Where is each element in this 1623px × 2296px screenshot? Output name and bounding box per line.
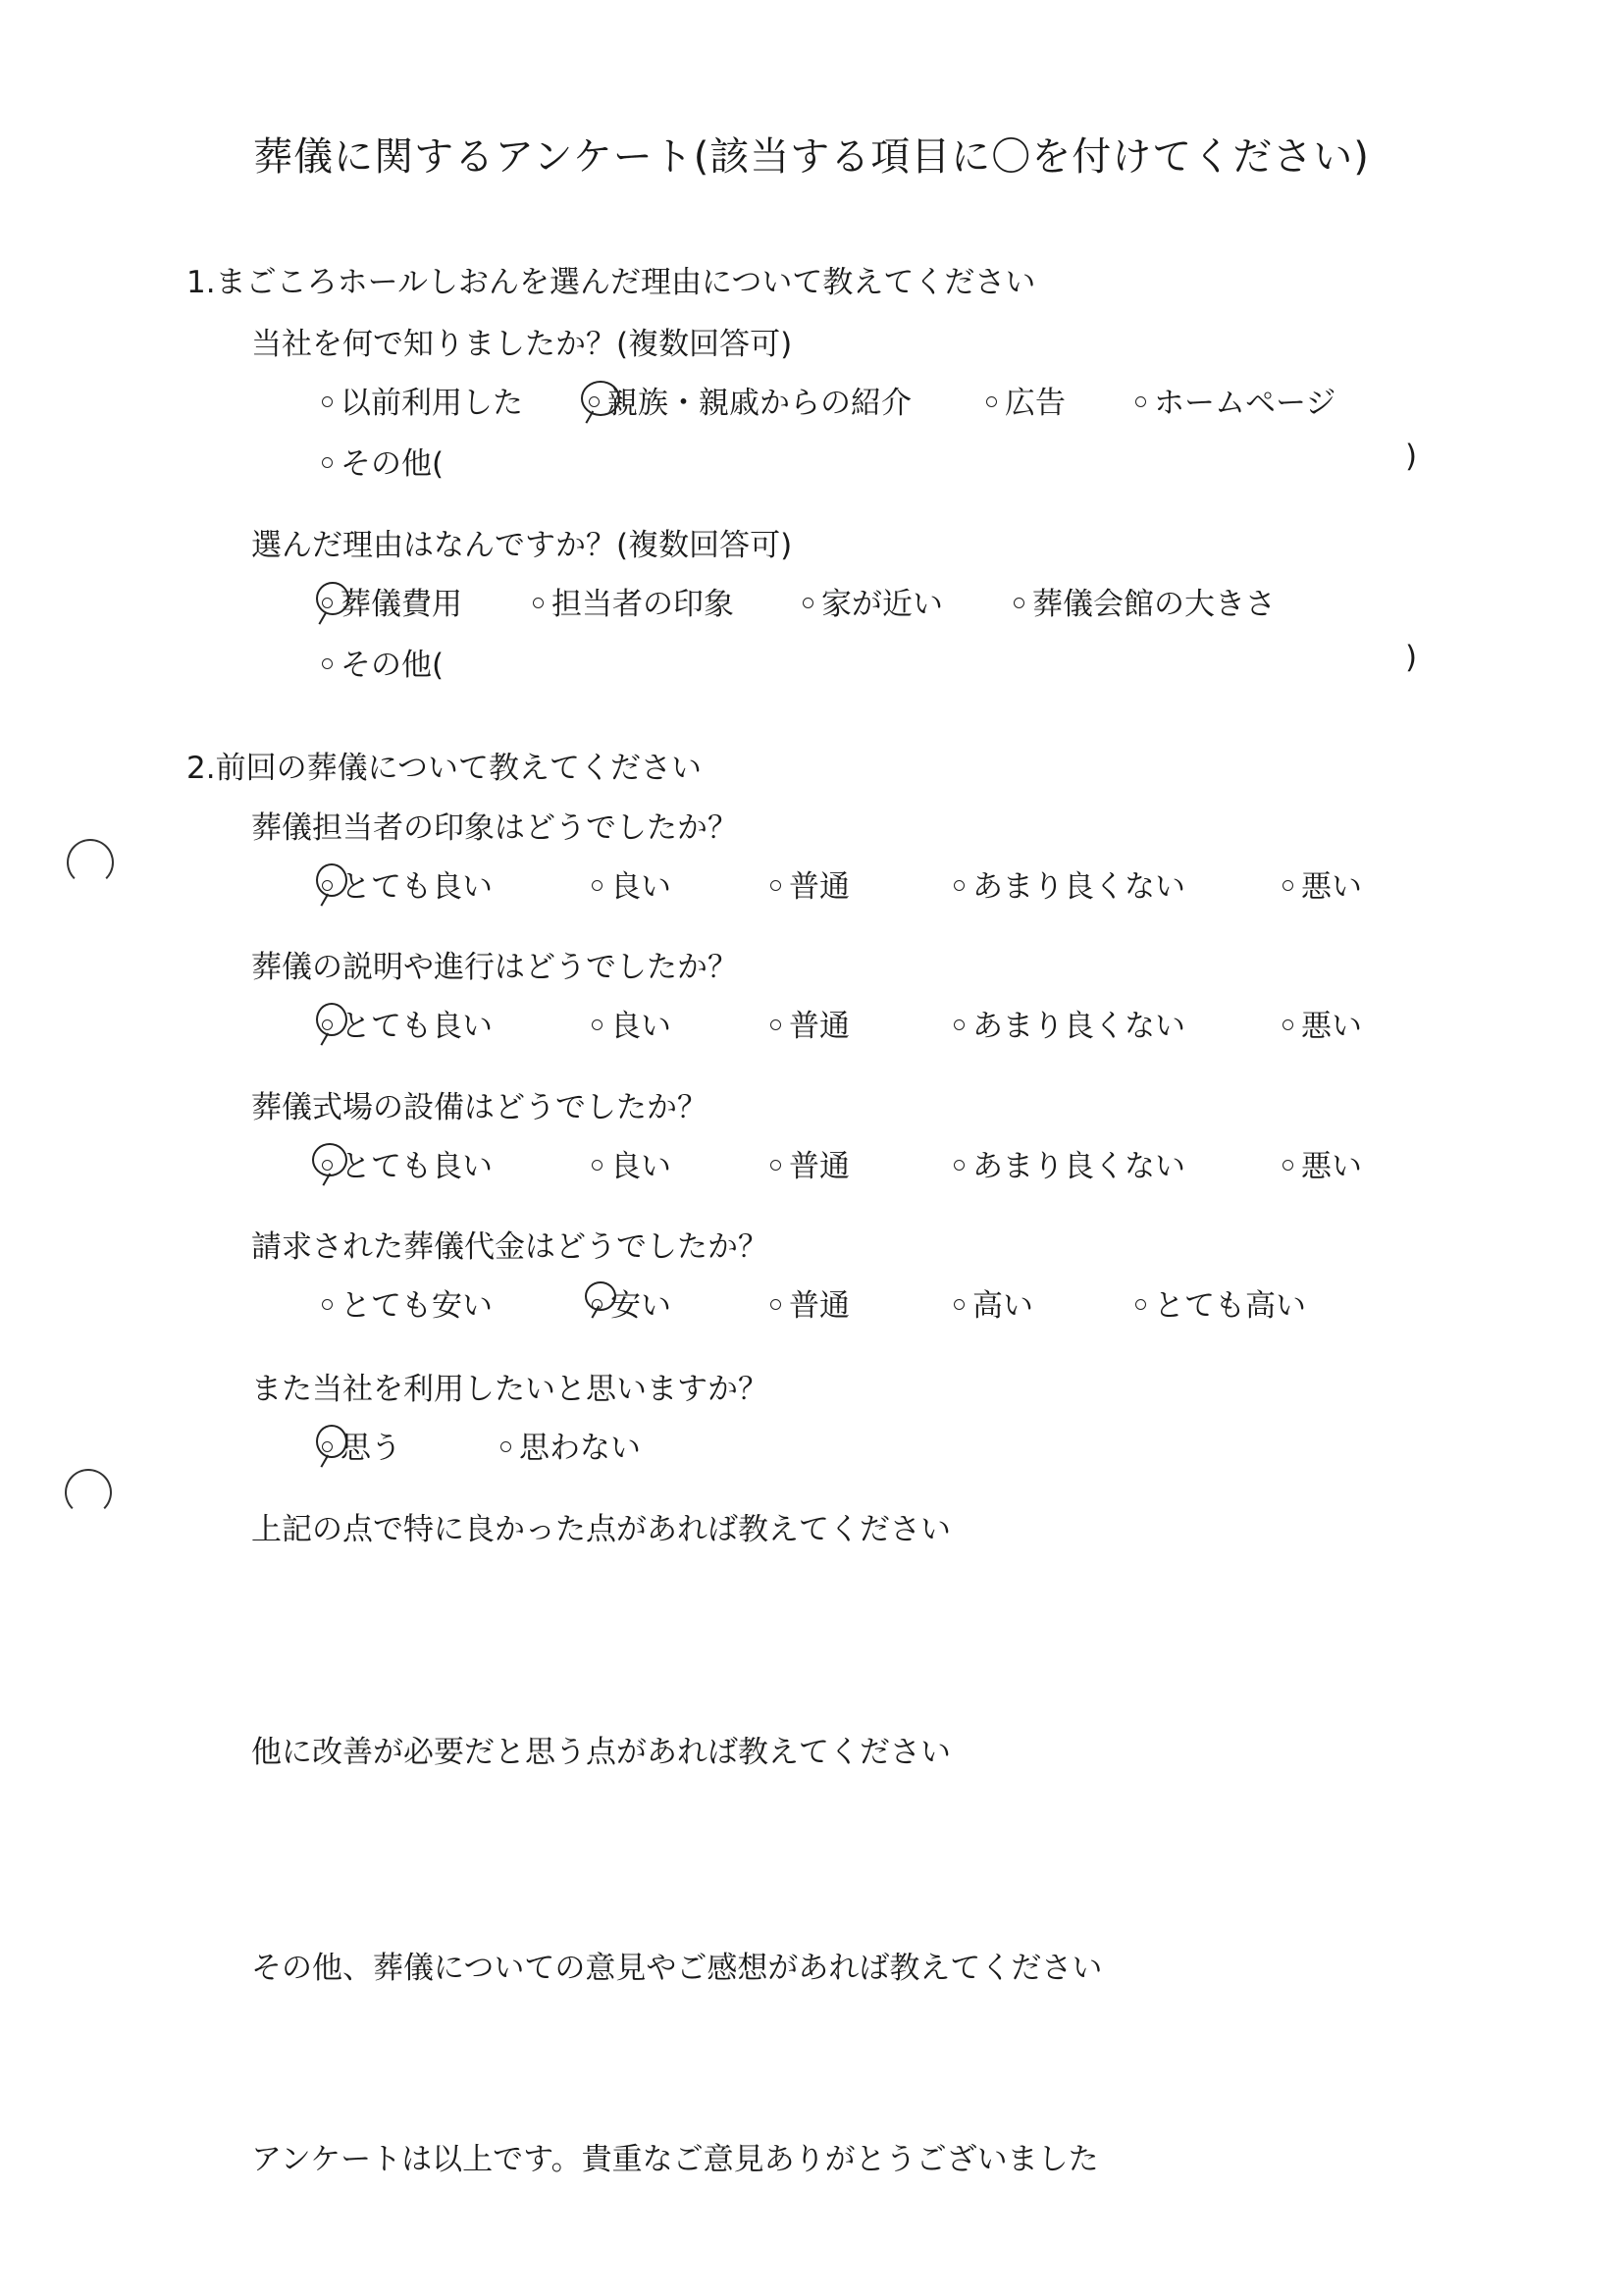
bullet-icon <box>1014 598 1024 608</box>
option-other[interactable]: その他( <box>322 640 444 684</box>
question-how-known: 当社を何で知りましたか？(複数回答可) <box>251 327 793 362</box>
option-very-good[interactable]: とても良い <box>322 1001 493 1045</box>
selection-circle-mark <box>316 582 349 615</box>
option-bad[interactable]: 悪い <box>1283 1001 1362 1045</box>
option-cheap[interactable]: 安い <box>592 1280 671 1325</box>
selection-circle-mark <box>316 1425 347 1458</box>
bullet-icon <box>322 457 333 468</box>
bullet-icon <box>533 598 544 608</box>
selection-circle-mark <box>316 1003 347 1036</box>
bullet-icon <box>592 1019 602 1030</box>
option-average[interactable]: 普通 <box>770 1141 850 1185</box>
option-very-expensive[interactable]: とても高い <box>1135 1280 1306 1325</box>
question-reason: 選んだ理由はなんですか？(複数回答可) <box>251 528 793 563</box>
option-average[interactable]: 普通 <box>770 861 850 906</box>
section1-heading: 1.まごころホールしおんを選んだ理由について教えてください <box>186 265 1036 300</box>
bullet-icon <box>322 396 333 407</box>
punch-hole-mark <box>67 839 114 886</box>
bullet-icon <box>770 1019 781 1030</box>
option-average[interactable]: 普通 <box>770 1280 850 1325</box>
other-close-paren: ) <box>1405 640 1418 675</box>
question-explanation-progress: 葬儀の説明や進行はどうでしたか？ <box>251 950 738 985</box>
option-not-very-good[interactable]: あまり良くない <box>954 1141 1185 1185</box>
bullet-icon <box>770 880 781 891</box>
option-not-very-good[interactable]: あまり良くない <box>954 1001 1185 1045</box>
question-staff-impression: 葬儀担当者の印象はどうでしたか？ <box>251 810 738 846</box>
option-yes[interactable]: 思う <box>322 1423 401 1467</box>
question-facilities: 葬儀式場の設備はどうでしたか？ <box>251 1090 707 1125</box>
bullet-icon <box>954 1160 965 1171</box>
option-previous-use[interactable]: 以前利用した <box>322 378 523 422</box>
option-staff-impression[interactable]: 担当者の印象 <box>533 579 734 623</box>
option-good[interactable]: 良い <box>592 1141 671 1185</box>
bullet-icon <box>1283 1019 1293 1030</box>
option-average[interactable]: 普通 <box>770 1001 850 1045</box>
question-use-again: また当社を利用したいと思いますか？ <box>251 1372 768 1407</box>
bullet-icon <box>954 1299 965 1310</box>
bullet-icon <box>954 880 965 891</box>
section2-heading: 2.前回の葬儀について教えてください <box>186 751 702 786</box>
bullet-icon <box>770 1160 781 1171</box>
question-improvements: 他に改善が必要だと思う点があれば教えてください <box>251 1735 951 1770</box>
option-very-good[interactable]: とても良い <box>322 861 493 906</box>
bullet-icon <box>770 1299 781 1310</box>
question-good-points: 上記の点で特に良かった点があれば教えてください <box>251 1512 951 1547</box>
option-hall-size[interactable]: 葬儀会館の大きさ <box>1014 579 1276 623</box>
punch-hole-mark <box>65 1469 112 1516</box>
bullet-icon <box>1283 1160 1293 1171</box>
option-funeral-cost[interactable]: 葬儀費用 <box>322 579 462 623</box>
option-other[interactable]: その他( <box>322 439 444 483</box>
option-relative-referral[interactable]: 親族・親戚からの紹介 <box>589 378 912 422</box>
selection-circle-mark <box>585 1281 616 1311</box>
question-cost: 請求された葬儀代金はどうでしたか？ <box>251 1229 768 1265</box>
option-bad[interactable]: 悪い <box>1283 861 1362 906</box>
option-homepage[interactable]: ホームページ <box>1135 378 1335 422</box>
bullet-icon <box>322 1299 333 1310</box>
bullet-icon <box>986 396 997 407</box>
option-good[interactable]: 良い <box>592 861 671 906</box>
selection-circle-mark <box>581 381 620 416</box>
page-title: 葬儀に関するアンケート(該当する項目に〇を付けてください) <box>253 134 1370 180</box>
other-close-paren: ) <box>1405 439 1418 474</box>
bullet-icon <box>954 1019 965 1030</box>
option-advertisement[interactable]: 広告 <box>986 378 1066 422</box>
option-very-cheap[interactable]: とても安い <box>322 1280 493 1325</box>
option-expensive[interactable]: 高い <box>954 1280 1033 1325</box>
bullet-icon <box>592 1160 602 1171</box>
selection-circle-mark <box>316 863 347 897</box>
bullet-icon <box>1283 880 1293 891</box>
option-near-home[interactable]: 家が近い <box>803 579 943 623</box>
bullet-icon <box>500 1441 511 1452</box>
closing-message: アンケートは以上です。貴重なご意見ありがとうございました <box>251 2142 1099 2177</box>
option-bad[interactable]: 悪い <box>1283 1141 1362 1185</box>
option-not-very-good[interactable]: あまり良くない <box>954 861 1185 906</box>
bullet-icon <box>1135 1299 1146 1310</box>
option-good[interactable]: 良い <box>592 1001 671 1045</box>
selection-circle-mark <box>312 1143 347 1176</box>
question-other-comments: その他、葬儀についての意見やご感想があれば教えてください <box>251 1951 1103 1986</box>
option-no[interactable]: 思わない <box>500 1423 641 1467</box>
option-very-good[interactable]: とても良い <box>322 1141 493 1185</box>
bullet-icon <box>1135 396 1146 407</box>
bullet-icon <box>592 880 602 891</box>
bullet-icon <box>803 598 813 608</box>
bullet-icon <box>322 658 333 669</box>
